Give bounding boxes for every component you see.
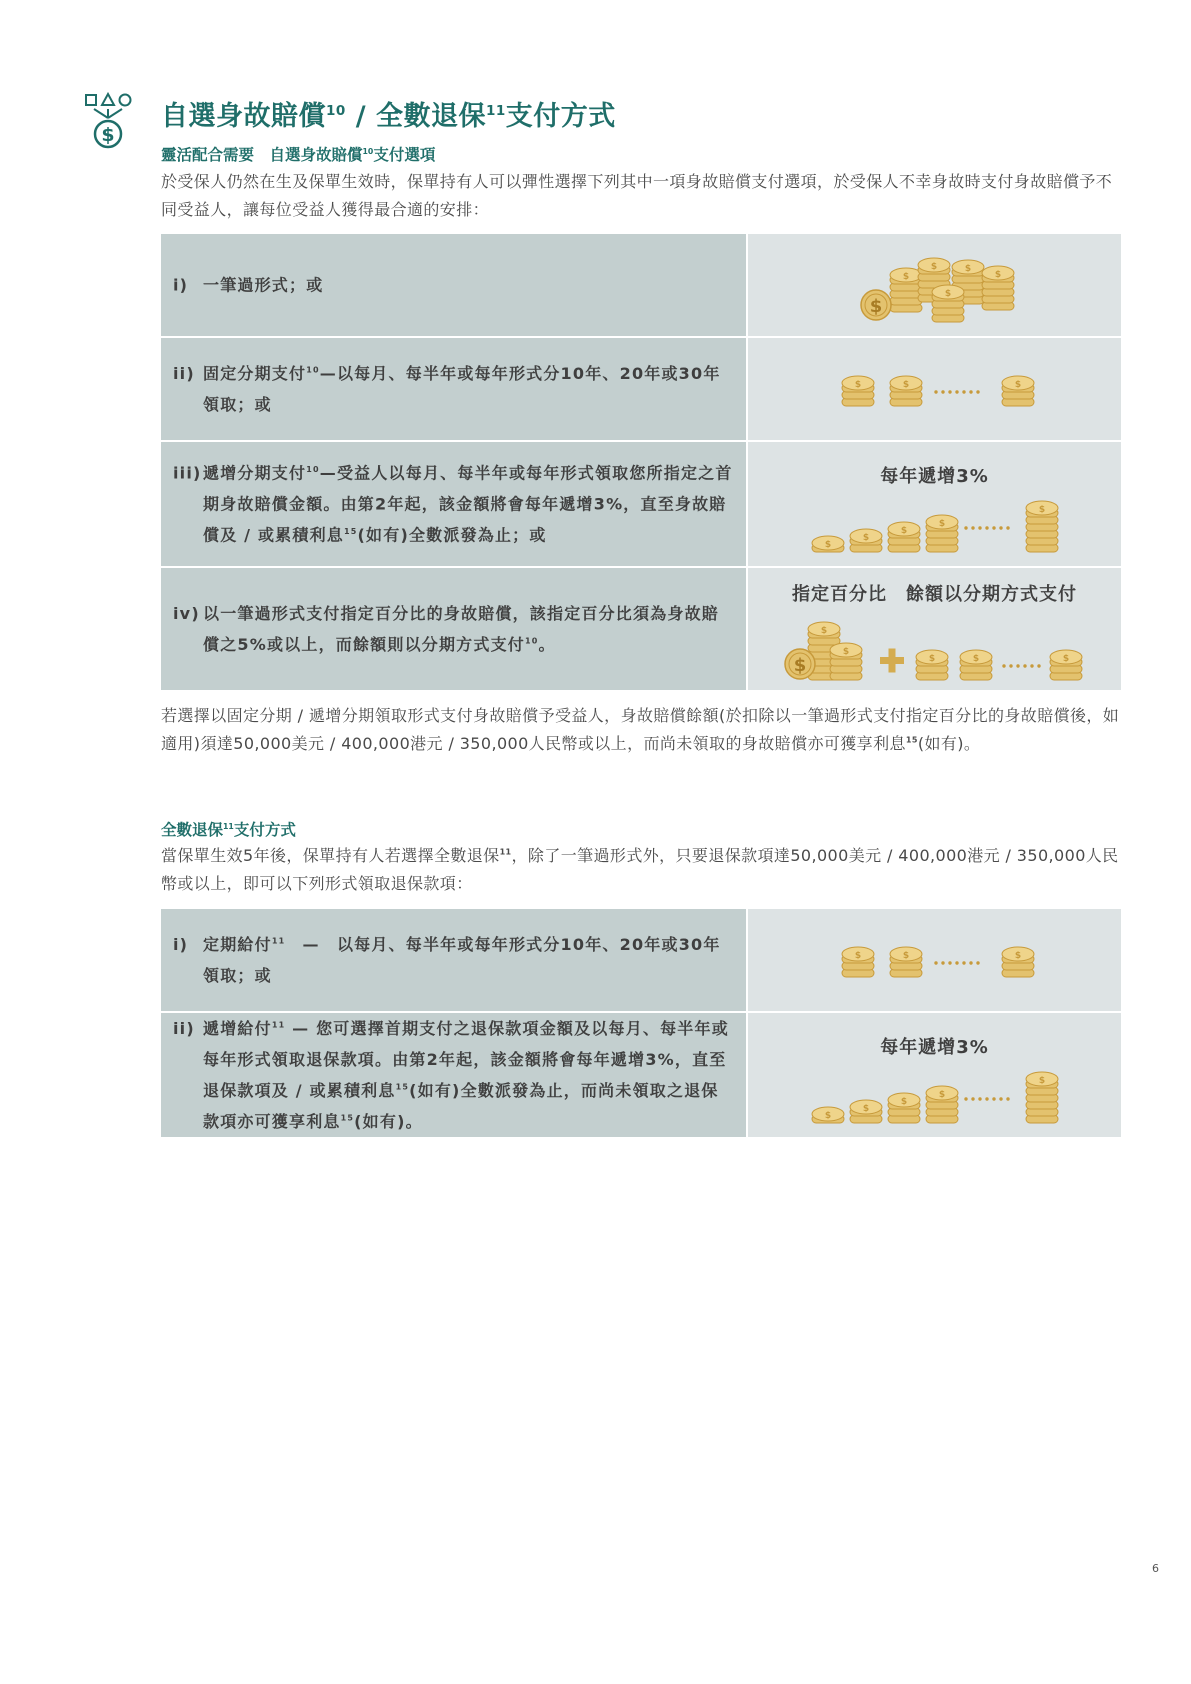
choice-money-icon <box>84 92 132 150</box>
section1-intro: 於受保人仍然在生及保單生效時，保單持有人可以彈性選擇下列其中一項身故賠償支付選項，於受保人不幸身故時支付身故賠償予不同受益人，讓每位受益人獲得最合適的安排： <box>161 172 1113 219</box>
svg-text:$: $ <box>869 296 883 317</box>
row-text: 以一筆過形式支付指定百分比的身故賠償，該指定百分比須為身故賠償之5%或以上，而餘額則以分期方式支付$^{10}$。 <box>203 604 720 654</box>
row-text: 固定分期支付$^{10}$—以每月、每半年或每年形式分10年、20年或30年領取；或 <box>203 364 721 414</box>
table-row <box>161 338 1121 440</box>
page-title: 自選身故賠償$^{10}$ / 全數退保$^{11}$支付方式 <box>161 101 616 132</box>
row-number: ii) <box>173 364 195 383</box>
table-row <box>161 442 1121 566</box>
row-text: 遞增分期支付$^{10}$—受益人以每月、每半年或每年形式領取您所指定之首期身故賠償金額。由第2年起，該金額將會每年遞增3%，直至身故賠償及 / 或累積利息$^{15}$(如有)全數派發為止；或 <box>203 463 733 545</box>
lump-sum-plus-installment-icon <box>784 608 1084 686</box>
section1-note: 若選擇以固定分期 / 遞增分期領取形式支付身故賠償予受益人，身故賠償餘額(於扣除以一筆過形式支付指定百分比的身故賠償後，如適用)須達50,000美元 / 400,000港元 / 350,000人民幣或以上，而尚未領取的身故賠償亦可獲享利息$^{15}$(如有)。 <box>161 706 1120 753</box>
row-number: iv) <box>173 604 200 623</box>
surrender-options-table <box>161 909 1121 1137</box>
increasing-label: 每年遞增3% <box>880 1037 989 1058</box>
table-row <box>161 1013 1121 1137</box>
fixed-installment-coins-icon <box>838 368 1038 412</box>
death-benefit-options-table <box>161 234 1121 690</box>
increasing-coins-icon <box>810 494 1062 558</box>
row-text: 遞增給付$^{11}$ — 您可選擇首期支付之退保款項金額及以每月、每半年或每年形式領取退保款項。由第2年起，該金額將會每年遞增3%，直至退保款項及 / 或累積利息$^{15}$(如有)全數派發為止，而尚未領取之退保款項亦可獲享利息$^{15}$(如有)。 <box>203 1019 729 1131</box>
row-number: ii) <box>173 1019 195 1038</box>
svg-text:$: $ <box>101 124 115 146</box>
fixed-installment-coins-icon <box>838 939 1038 983</box>
percentage-balance-label: 指定百分比 餘額以分期方式支付 <box>792 584 1077 605</box>
section2-subtitle: 全數退保$^{11}$支付方式 <box>161 821 296 839</box>
row-number: i) <box>173 275 189 295</box>
section1-subtitle: 靈活配合需要 自選身故賠償$^{10}$支付選項 <box>161 146 436 164</box>
table-row <box>161 909 1121 1011</box>
increasing-label: 每年遞增3% <box>880 466 989 487</box>
row-text: 定期給付$^{11}$ — 以每月、每半年或每年形式分10年、20年或30年領取；或 <box>203 935 721 985</box>
coin-pile-icon <box>860 248 1030 324</box>
row-text: 一筆過形式；或 <box>203 275 324 295</box>
table-row <box>161 234 1121 336</box>
row-number: i) <box>173 935 189 954</box>
section2-intro: 當保單生效5年後，保單持有人若選擇全數退保$^{11}$，除了一筆過形式外，只要退保款項達50,000美元 / 400,000港元 / 350,000人民幣或以上，即可以下列形式領取退保款項： <box>161 846 1119 893</box>
increasing-coins-icon <box>810 1065 1062 1129</box>
table-row <box>161 568 1121 690</box>
row-number: iii) <box>173 463 202 483</box>
svg-text:$: $ <box>793 655 807 676</box>
page-number: 6 <box>1152 1562 1159 1575</box>
